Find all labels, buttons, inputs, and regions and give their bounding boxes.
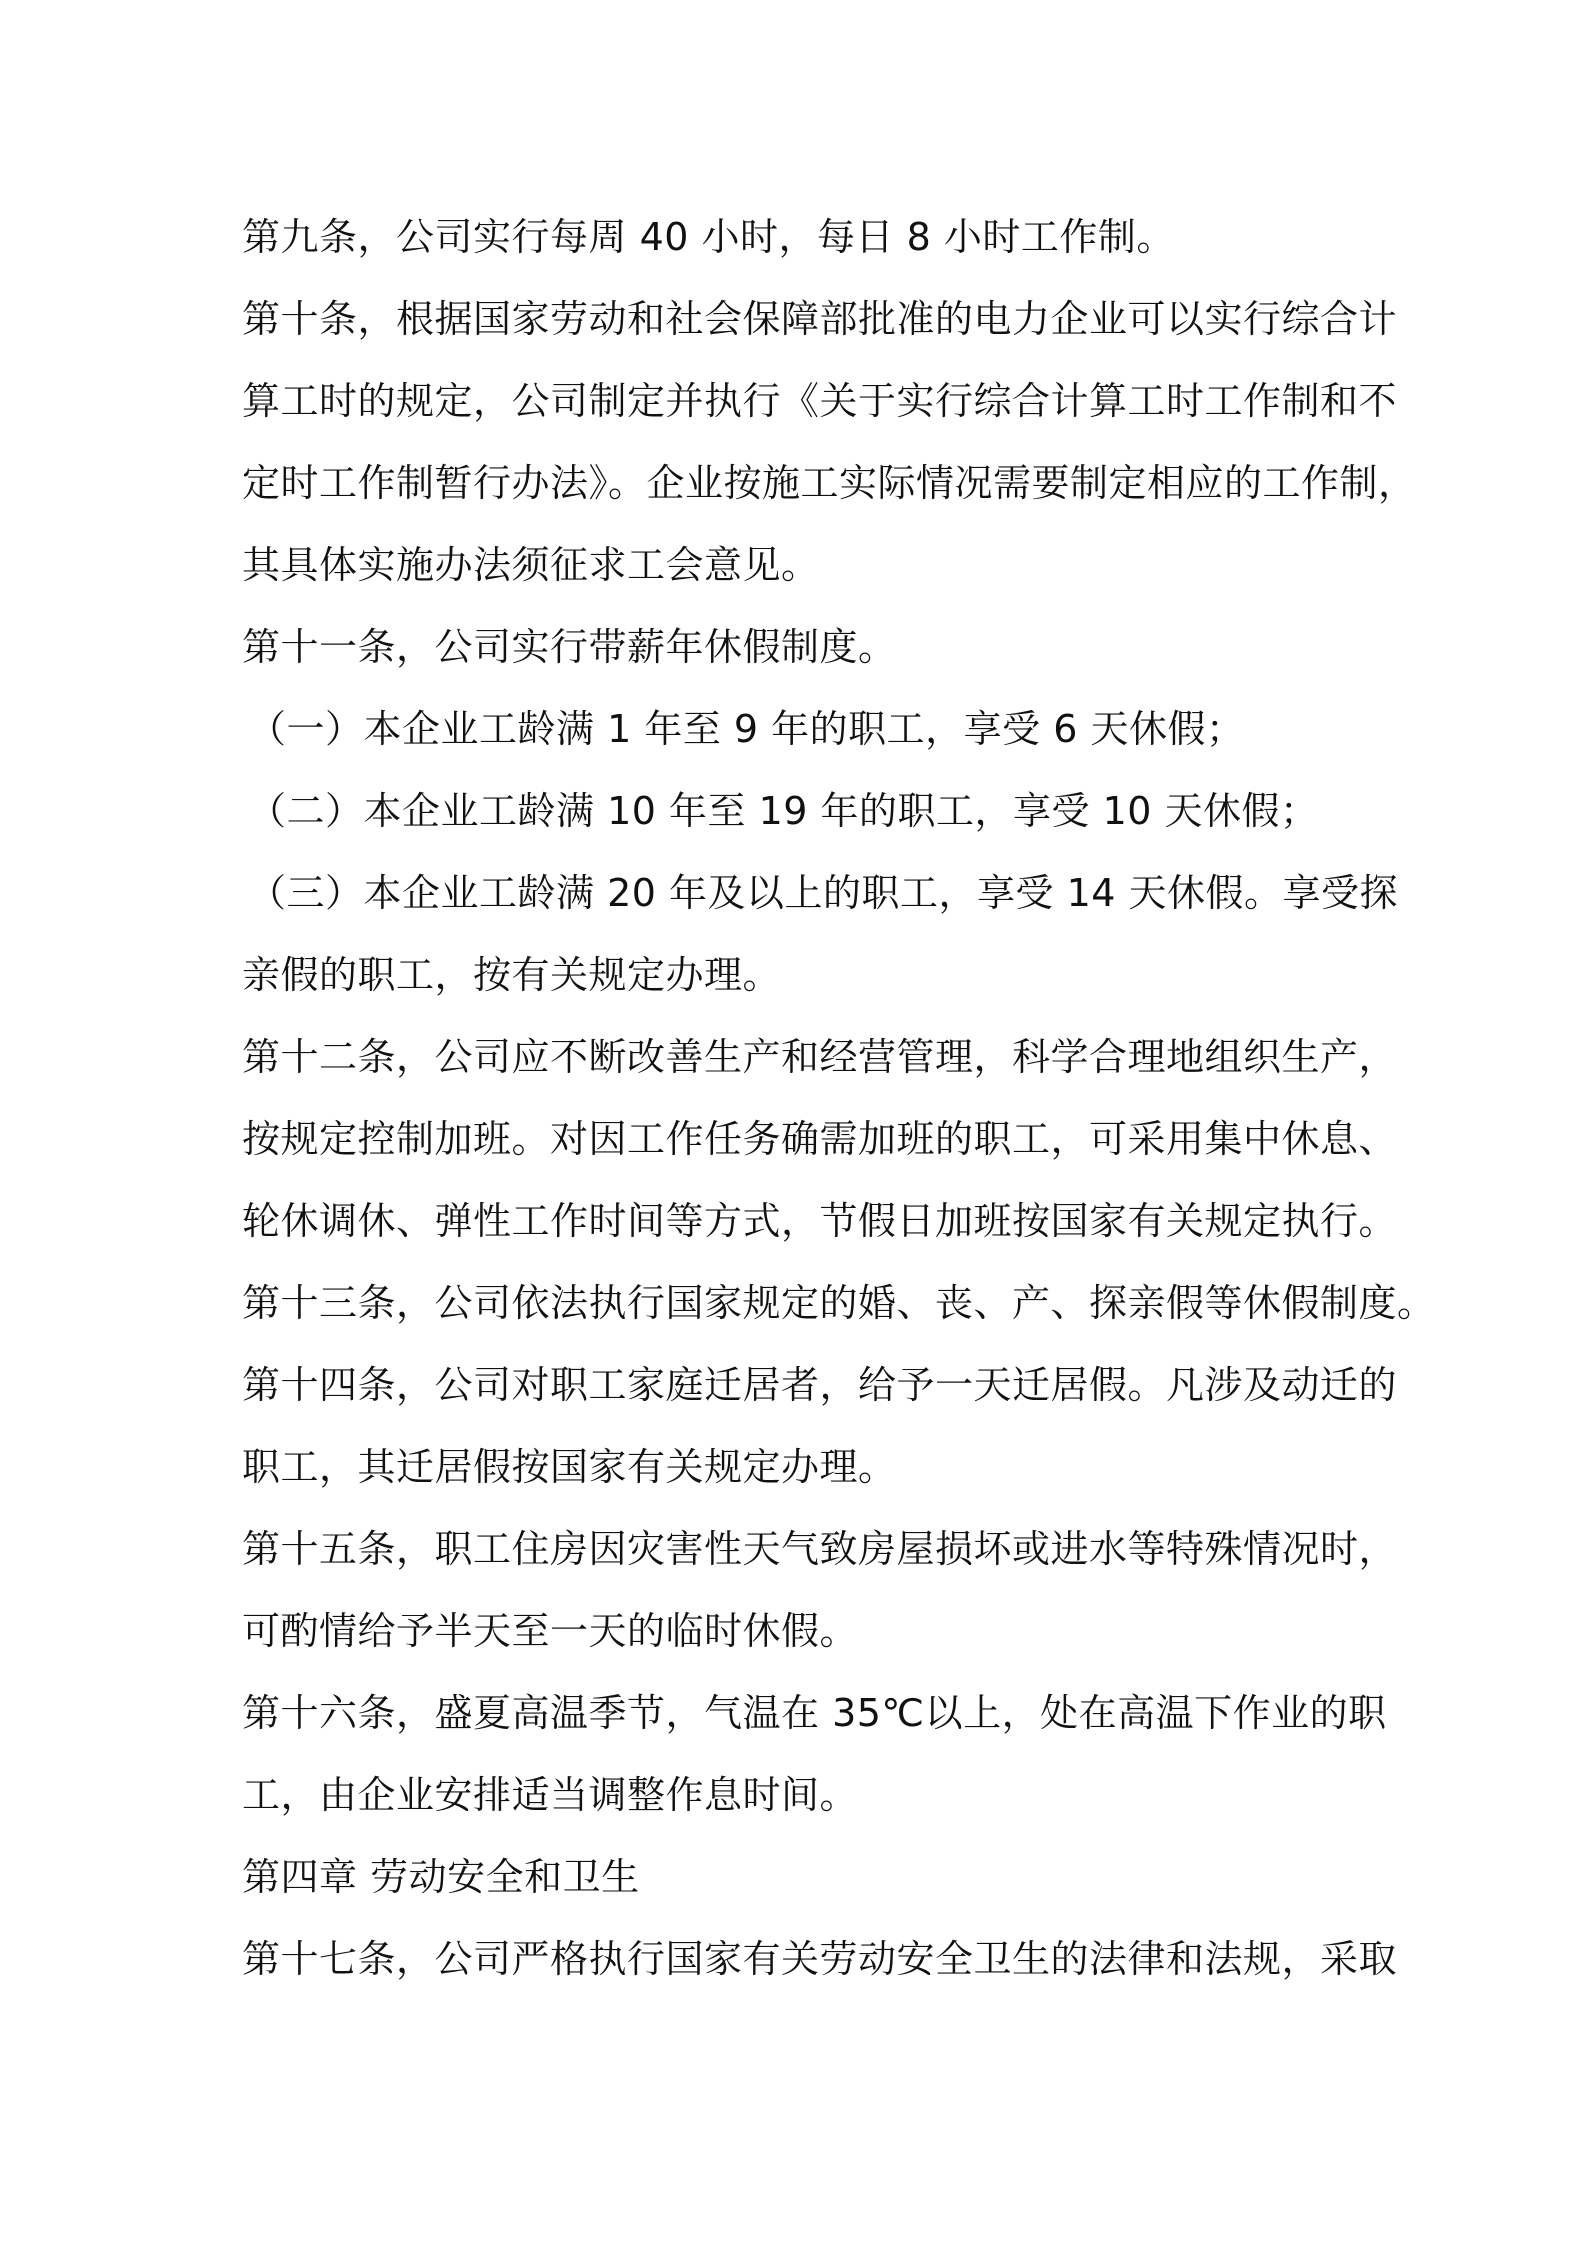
article-10-line-1: 第十条，根据国家劳动和社会保障部批准的电力企业可以实行综合计 — [242, 297, 1398, 341]
document-body — [242, 196, 1436, 2000]
article-12-line-3: 轮休调休、弹性工作时间等方式，节假日加班按国家有关规定执行。 — [242, 1199, 1398, 1243]
article-10-line-3: 定时工作制暂行办法》。企业按施工实际情况需要制定相应的工作制， — [242, 461, 1417, 505]
article-17-line-1: 第十七条，公司严格执行国家有关劳动安全卫生的法律和法规，采取 — [242, 1937, 1398, 1981]
article-11-item-2: （二）本企业工龄满 10 年至 19 年的职工，享受 10 天休假； — [248, 789, 1319, 833]
article-11-item-3-line-2: 亲假的职工，按有关规定办理。 — [242, 953, 782, 997]
article-14-line-1: 第十四条，公司对职工家庭迁居者，给予一天迁居假。凡涉及动迁的 — [242, 1363, 1398, 1407]
article-13-line-1: 第十三条，公司依法执行国家规定的婚、丧、产、探亲假等休假制度。 — [242, 1281, 1436, 1325]
article-12-line-1: 第十二条，公司应不断改善生产和经营管理，科学合理地组织生产， — [242, 1035, 1398, 1079]
article-16-line-1: 第十六条，盛夏高温季节，气温在 35℃以上，处在高温下作业的职 — [242, 1691, 1387, 1735]
chapter-4-heading: 第四章 劳动安全和卫生 — [242, 1855, 640, 1899]
article-11-line-1: 第十一条，公司实行带薪年休假制度。 — [242, 625, 897, 669]
article-10-line-2: 算工时的规定，公司制定并执行《关于实行综合计算工时工作制和不 — [242, 379, 1398, 423]
article-9-line-1: 第九条，公司实行每周 40 小时，每日 8 小时工作制。 — [242, 215, 1175, 259]
article-11-item-3-line-1: （三）本企业工龄满 20 年及以上的职工，享受 14 天休假。享受探 — [248, 871, 1399, 915]
article-11-item-1: （一）本企业工龄满 1 年至 9 年的职工，享受 6 天休假； — [248, 707, 1245, 751]
article-16-line-2: 工，由企业安排适当调整作息时间。 — [242, 1773, 859, 1817]
article-10-line-4: 其具体实施办法须征求工会意见。 — [242, 543, 820, 587]
article-15-line-1: 第十五条，职工住房因灾害性天气致房屋损坏或进水等特殊情况时， — [242, 1527, 1398, 1571]
article-15-line-2: 可酌情给予半天至一天的临时休假。 — [242, 1609, 859, 1653]
article-12-line-2: 按规定控制加班。对因工作任务确需加班的职工，可采用集中休息、 — [242, 1117, 1398, 1161]
article-14-line-2: 职工，其迁居假按国家有关规定办理。 — [242, 1445, 897, 1489]
